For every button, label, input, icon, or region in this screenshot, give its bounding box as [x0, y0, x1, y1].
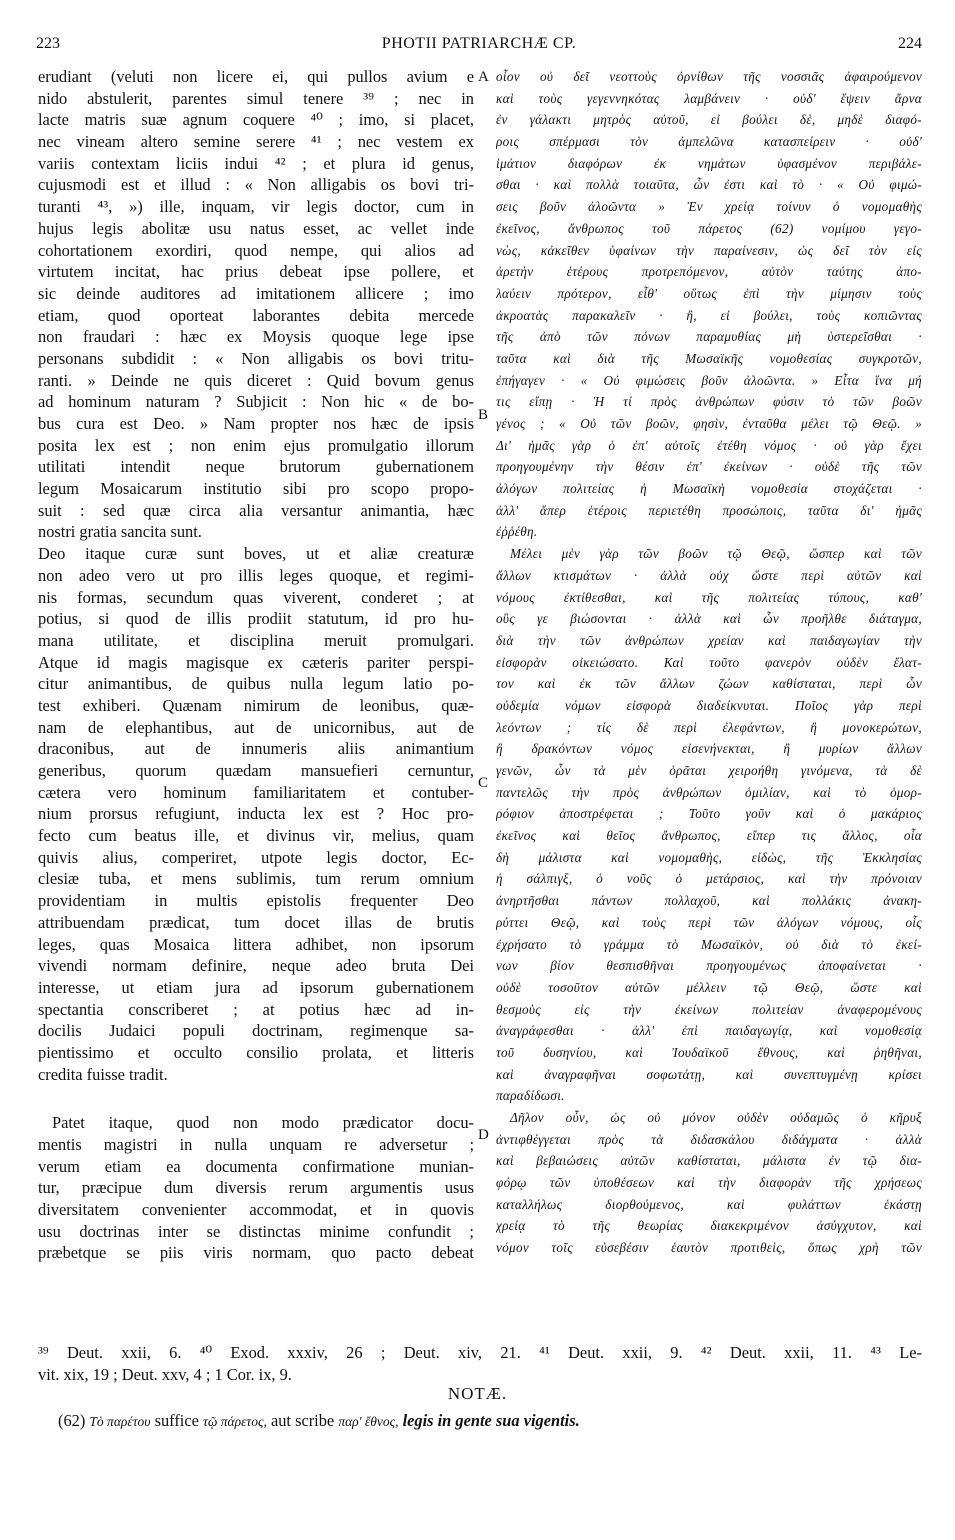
- greek-line: λεόντων ; τίς δὲ περὶ ἐλεφάντων, ἢ μονοκερώτων,: [496, 719, 922, 735]
- running-header: [36, 35, 922, 57]
- footnote-line: vit. xix, 19 ; Deut. xxv, 4 ; 1 Cor. ix, 9.: [38, 1364, 292, 1384]
- greek-line: τοῦ δυσηνίου, καὶ Ἰουδαϊκοῦ ἔθνους, καὶ ῥηθῆναι,: [496, 1044, 922, 1060]
- latin-line: posita lex est ; non enim ejus promulgatio illorum: [38, 435, 474, 455]
- latin-line: tur, præcipue dum diversis rerum argumentis usus: [38, 1178, 474, 1198]
- latin-line: citur animantibus, de quibus nulla legum latio po-: [38, 674, 474, 694]
- latin-line: docilis Judaici populi doctrinam, regimenque sa-: [38, 1021, 474, 1041]
- greek-line: ταῦτα καὶ διὰ τῆς Μωσαϊκῆς νομοθεσίας συγκροτῶν,: [496, 350, 922, 366]
- latin-line: Deo itaque curæ sunt boves, ut et aliæ creaturæ: [38, 544, 474, 564]
- margin-letter-a: A: [478, 69, 489, 85]
- greek-line: χρείᾳ τὸ τῆς θεωρίας διακεκριμένον ἀσύγχυτον, καὶ: [496, 1218, 922, 1234]
- note-latin-a: suffice: [154, 1411, 199, 1430]
- latin-line: personans subdidit : « Non alligabis os bovi tritu-: [38, 348, 474, 368]
- latin-line: lacte matris suæ agnum coquere ⁴⁰ ; imo, si placet,: [38, 110, 474, 130]
- greek-line: θεσμοὺς εἰς τὴν ἐκείνων πολιτείαν ἀναφερομένους: [496, 1001, 922, 1017]
- greek-line: τον καὶ ἐκ τῶν ἄλλων ζώων καθίσταται, περὶ ὧν: [496, 676, 922, 692]
- latin-line: variis contextam liciis indui ⁴² ; et plura id genus,: [38, 153, 474, 173]
- greek-line: ἄλλων κτισμάτων · ἀλλὰ οὐχ ὥστε περὶ αὐτῶν καὶ: [496, 567, 922, 583]
- latin-line: diversitatem convenienter accommodat, et in quovis: [38, 1200, 474, 1220]
- greek-line: γένος ; « Οὐ τῶν βοῶν, φησὶν, ἐνταῦθα μέλει τῷ Θεῷ. »: [496, 416, 922, 431]
- greek-line: ἐκεῖνος καὶ θεῖος ἄνθρωπος, εἴπερ τις ἄλλος, οἷα: [496, 828, 922, 844]
- latin-line: sic deinde auditores ad imitationem allicere ; imo: [38, 283, 474, 303]
- footnote-line: ³⁹ Deut. xxii, 6. ⁴⁰ Exod. xxxiv, 26 ; Deut. xiv, 21. ⁴¹ Deut. xxii, 9. ⁴² Deut. xxii, 11. ⁴³ Le-: [38, 1343, 922, 1362]
- greek-line: σθαι · καὶ πολλὰ τοιαῦτα, ὧν ἐστι καὶ τὸ · « Οὐ φιμώ-: [496, 177, 922, 193]
- greek-line: διὰ τὴν τῶν ἀνθρώπων χρείαν καὶ παιδαγωγίαν τὴν: [496, 632, 922, 648]
- greek-line: καὶ ἀναγραφῆναι σοφωτάτῃ, καὶ συνεπτυγμένῃ κρίσει: [496, 1066, 922, 1082]
- greek-line: τῆς ἀπὸ τῶν πόνων παραμυθίας μὴ ὑστερεῖσθαι ·: [496, 329, 922, 345]
- greek-line: προηγουμένην τὴν θέσιν ἐπ' ἐκείνων · οὐδὲ τῆς τῶν: [496, 459, 922, 475]
- greek-line: οὓς γε βιώσονται · ἀλλὰ καὶ ὧν προῆλθε διάταγμα,: [496, 611, 922, 627]
- greek-line: εἰσφορὰν οἰκειώσατο. Καὶ τοῦτο φανερὸν οὐδὲν ἔλατ-: [496, 654, 922, 670]
- greek-line: ἐῤῥέθη.: [496, 524, 538, 540]
- greek-line: καὶ βεβαιώσεις αὐτῶν καθίσταται, μάλιστα ἐν τῷ δια-: [496, 1153, 922, 1169]
- latin-line: bus cura est Deo. » Nam propter nos hæc de ipsis: [38, 414, 474, 433]
- greek-line: ρόφιον ἀποστρέφεται ; Τοῦτο γοῦν καὶ ὁ μακάριος: [496, 806, 922, 822]
- greek-line: ἀλόγων πολιτείας ἡ Μωσαϊκὴ νομοθεσία στοχάζεται ·: [496, 481, 922, 497]
- greek-line: ρύττει Θεῷ, καὶ τοὺς περὶ τῶν ἀλόγων νόμους, οἷς: [496, 914, 922, 930]
- greek-line: δὴ μάλιστα καὶ νομομαθὴς, εἰδὼς, τῆς Ἐκκλησίας: [496, 849, 922, 865]
- greek-line: Δι' ἡμᾶς γὰρ ὁ ἐπ' αὐτοῖς ἐτέθη νόμος · οὐ γὰρ ἔχει: [496, 437, 922, 453]
- latin-line: nido abstulerit, parentes simul tenere ³⁹ ; nec in: [38, 88, 474, 108]
- greek-line: ἐν γάλακτι μητρὸς αὐτοῦ, εἰ βούλει δὲ, μηδὲ διαφό-: [496, 112, 922, 128]
- greek-line: ἱμάτιον διαφόρων ἐκ νημάτων ὑφασμένον περιβάλε-: [496, 155, 922, 171]
- latin-line: spectantia conscriberet ; at potius hæc ad in-: [38, 999, 474, 1019]
- notae-heading: NOTÆ.: [447, 1384, 508, 1403]
- latin-line: hujus legis abolitæ usu natus esset, ac vellet inde: [38, 218, 474, 238]
- greek-line: σεις βοῦν ἀλοῶντα » Ἐν χρείᾳ τοίνυν ὁ νομομαθὴς: [496, 199, 922, 215]
- greek-line: ἐπήγαγεν · « Οὐ φιμώσεις βοῦν ἀλοῶντα. » Εἶτα ἵνα μή: [496, 372, 922, 388]
- page-number-right: 224: [898, 35, 922, 52]
- greek-line: γενῶν, ὧν τὰ μὲν ὁρᾶται χειροήθη γινόμενα, τὰ δὲ: [496, 763, 922, 778]
- greek-line: λαύειν πρότερον, εἶθ' οὕτως ἐπὶ τὴν μίμησιν τοὺς: [496, 285, 922, 301]
- latin-line: pientissimo et occulto consilio prolata, et litteris: [38, 1042, 474, 1062]
- margin-letter-c: C: [478, 775, 489, 791]
- greek-paragraph-1: [496, 66, 922, 543]
- latin-line: cætera vero hominum familiaritatem et contuber-: [38, 782, 474, 802]
- latin-paragraph-2: [38, 543, 474, 1085]
- latin-paragraph-3: [38, 1112, 474, 1264]
- latin-line: potius, si quod de illis prodiit statutum, id pro hu-: [38, 609, 474, 629]
- latin-line: mentis magistri in nulla unquam re adversetur ;: [38, 1135, 474, 1154]
- latin-line: providentiam in multis epistolis frequenter Deo: [38, 891, 474, 911]
- greek-paragraph-2: [496, 543, 922, 1107]
- page-title: PHOTII PATRIARCHÆ CP.: [381, 35, 577, 52]
- greek-line: νων βίον θεσπισθῆναι προηγουμένως ἀποφαίνεται ·: [496, 958, 922, 974]
- greek-line: οὐδὲ τοσοῦτον αὐτῶν μέλλειν τῷ Θεῷ, ὥστε καὶ: [496, 979, 922, 995]
- latin-line: generibus, quorum quædam mansuefieri cernuntur,: [38, 761, 474, 780]
- greek-line: παντελῶς τὴν πρὸς ἀνθρώπων ὁμιλίαν, καὶ τὸ ὁμορ-: [496, 784, 922, 800]
- latin-line: non adeo vero ut pro illis leges quoque, et regimi-: [38, 565, 474, 585]
- latin-line: nec vineam altero semine serere ⁴¹ ; nec vestem ex: [38, 132, 474, 152]
- note-greek-c: παρ' ἔθνος,: [338, 1414, 399, 1429]
- latin-line: clesiæ tuba, et mens sublimis, tum rerum omnium: [38, 869, 474, 889]
- greek-line: Μέλει μὲν γὰρ τῶν βοῶν τῷ Θεῷ, ὥσπερ καὶ τῶν: [510, 546, 922, 562]
- latin-line: draconibus, aut de innumeris aliis animantium: [38, 739, 474, 759]
- greek-line: φόρῳ τῶν ὑποθέσεων καὶ τὴν διαφορὰν τῆς χρήσεως: [496, 1175, 922, 1191]
- latin-line: nis formas, secundum quas viverent, conderet ; at: [38, 587, 474, 607]
- latin-line: test exhiberi. Quænam nimirum de leonibus, quæ-: [38, 695, 474, 715]
- latin-line: Atque id magis magisque ex cæteris pariter perspi-: [38, 652, 474, 672]
- latin-paragraph-1: [38, 66, 474, 543]
- greek-line: καταλλήλως διορθούμενος, καὶ φυλάττων ἑκάστῃ: [496, 1196, 922, 1212]
- latin-line: fecto cum beatus ille, et divinus vir, melius, quam: [38, 826, 474, 846]
- latin-line: verum etiam ea documenta confirmatione munian-: [38, 1156, 474, 1176]
- latin-line: leges, quas Mosaica littera adhibet, non ipsorum: [38, 934, 474, 954]
- note-greek-b: τῷ πάρετος,: [203, 1414, 267, 1429]
- latin-line: cohortationem exordiri, quod nempe, qui alios ad: [38, 240, 474, 260]
- latin-line: interesse, ut etiam jura ad ipsorum gubernationem: [38, 977, 474, 997]
- latin-line: mana utilitate, et disciplina meruit promulgari.: [38, 630, 474, 650]
- latin-line: non fraudari : hæc ex Moysis quoque lege ipse: [38, 327, 474, 347]
- latin-line: nium prorsus refugiunt, inducta lex est ? Hoc pro-: [38, 804, 474, 824]
- latin-line: legum Mosaicarum institutio sibi pro scopo propo-: [38, 479, 474, 499]
- greek-line: νὼς, κἀκεῖθεν ὑφαίνων τὴν παραίνεσιν, ὡς δεῖ τὸν εἰς: [496, 242, 922, 258]
- greek-column: [496, 66, 922, 1259]
- greek-line: καὶ τοὺς γεγεννηκότας λαμβάνειν · οὐδ' ἕψειν ἄρνα: [496, 90, 922, 106]
- greek-line: ἢ δρακόντων νόμος εἰσενήνεκται, ἢ μυρίων ἄλλων: [496, 741, 922, 757]
- note-greek-a: Τὸ παρέτου: [89, 1414, 151, 1429]
- greek-line: ἀκροατὰς παρακαλεῖν · ἢ, εἰ βούλει, τοὺς κοπιῶντας: [496, 307, 922, 323]
- latin-line: suit : sed quæ circa alia versantur animantia, hæc: [38, 500, 474, 520]
- greek-paragraph-3: [496, 1107, 922, 1259]
- greek-line: ἀναγράφεσθαι · ἀλλ' ἐπὶ παιδαγωγίᾳ, καὶ νομοθεσίᾳ: [496, 1023, 922, 1039]
- note-number: (62): [58, 1411, 86, 1430]
- footnotes: [38, 1342, 922, 1385]
- latin-line: ranti. » Deinde ne quis diceret : Quid bovum genus: [38, 370, 474, 390]
- greek-line: ἀρετὴν ἑτέρους προτρεπόμενον, αὐτὸν ταύτης ἀπο-: [496, 264, 922, 280]
- greek-line: παραδίδωσι.: [496, 1088, 565, 1104]
- latin-line: nam de elephantibus, aut de unicornibus, aut de: [38, 717, 474, 737]
- greek-line: ἡ σάλπιγξ, ὁ νοῦς ὁ μετάρσιος, καὶ τὴν πρόνοιαν: [496, 871, 922, 887]
- latin-line: Patet itaque, quod non modo prædicator docu-: [52, 1113, 474, 1133]
- note-emphasis: legis in gente sua vigentis.: [402, 1411, 580, 1430]
- margin-letter-d: D: [478, 1127, 489, 1143]
- margin-letter-b: B: [478, 407, 489, 423]
- latin-line: erudiant (veluti non licere ei, qui pullos avium e: [38, 67, 474, 86]
- greek-line: ροις σπέρμασι τὸν ἀμπελῶνα κατασπείρειν · οὐδ': [496, 134, 922, 150]
- greek-line: ἐκεῖνος, ἄνθρωπος τοῦ πάρετος (62) νομίμου γεγο-: [496, 220, 922, 236]
- note-latin-b: aut scribe: [270, 1411, 335, 1430]
- greek-line: νόμους ἐκτίθεσθαι, καὶ τῆς πολιτείας τύπους, καθ': [496, 589, 922, 605]
- latin-line: virtutem incitat, hac prius debeat ipse pollere, et: [38, 262, 474, 282]
- greek-line: οἷον οὐ δεῖ νεοττοὺς ὀρνίθων τῆς νοσσιᾶς ἀφαιρούμενον: [496, 69, 922, 84]
- latin-line: nostri gratia sancita sunt.: [38, 522, 202, 542]
- latin-line: credita fuisse tradit.: [38, 1064, 168, 1084]
- greek-line: νόμον τοῖς εὐσεβέσιν ἑαυτὸν προτιθεὶς, ὅπως χρὴ τῶν: [496, 1240, 922, 1256]
- latin-line: cujusmodi est et illud : « Non alligabis os bovi tri-: [38, 175, 474, 195]
- page-number-left: 223: [36, 35, 60, 52]
- latin-line: attribuendam prædicat, tum docet illas de brutis: [38, 912, 474, 932]
- latin-line: quivis alius, comperiret, utpote legis doctor, Ec-: [38, 847, 474, 867]
- greek-line: ἀλλ' ἅπερ ἑτέροις περιετέθη προσώποις, ταῦτα δι' ἡμᾶς: [496, 502, 922, 518]
- latin-line: vivendi normam definire, neque adeo bruta Dei: [38, 956, 474, 976]
- greek-line: ἀντιφθέγγεται πρὸς τὰ διδασκάλου διδάγματα · ἀλλὰ: [496, 1131, 922, 1147]
- latin-column: [38, 66, 474, 1264]
- latin-line: utilitati intendit neque brutorum gubernationem: [38, 457, 474, 477]
- latin-line: præbetque se piis viris normam, quo pacto debeat: [38, 1243, 474, 1263]
- greek-line: Δῆλον οὖν, ὡς οὐ μόνον οὐδὲν οὐδαμῶς ὁ κῆρυξ: [510, 1110, 922, 1125]
- greek-line: οὐδεμία νόμων εἰσφορὰ διαδείκνυται. Ποῖος γὰρ περὶ: [496, 697, 922, 713]
- greek-line: τις εἴπῃ · Ἡ τί πρὸς ἀνθρώπων φύσιν τὸ τῶν βοῶν: [496, 394, 922, 410]
- latin-line: etiam, quod oporteat laborantes debita mercede: [38, 305, 474, 325]
- latin-line: usu doctrinas inter se distinctas minime confundit ;: [38, 1221, 474, 1241]
- latin-line: turanti ⁴³, ») ille, inquam, vir legis doctor, cum in: [38, 197, 474, 217]
- greek-line: ἐχρήσατο τὸ γράμμα τὸ Μωσαϊκὸν, οὐ διὰ τὸ ἐκεί-: [496, 936, 922, 952]
- note-62: [58, 1410, 928, 1433]
- greek-line: ἀνηρτῆσθαι πάντων πολλαχοῦ, καὶ πολλάκις ἀνακη-: [496, 893, 922, 909]
- latin-line: ad hominum naturam ? Subjicit : Non hic « de bo-: [38, 392, 474, 412]
